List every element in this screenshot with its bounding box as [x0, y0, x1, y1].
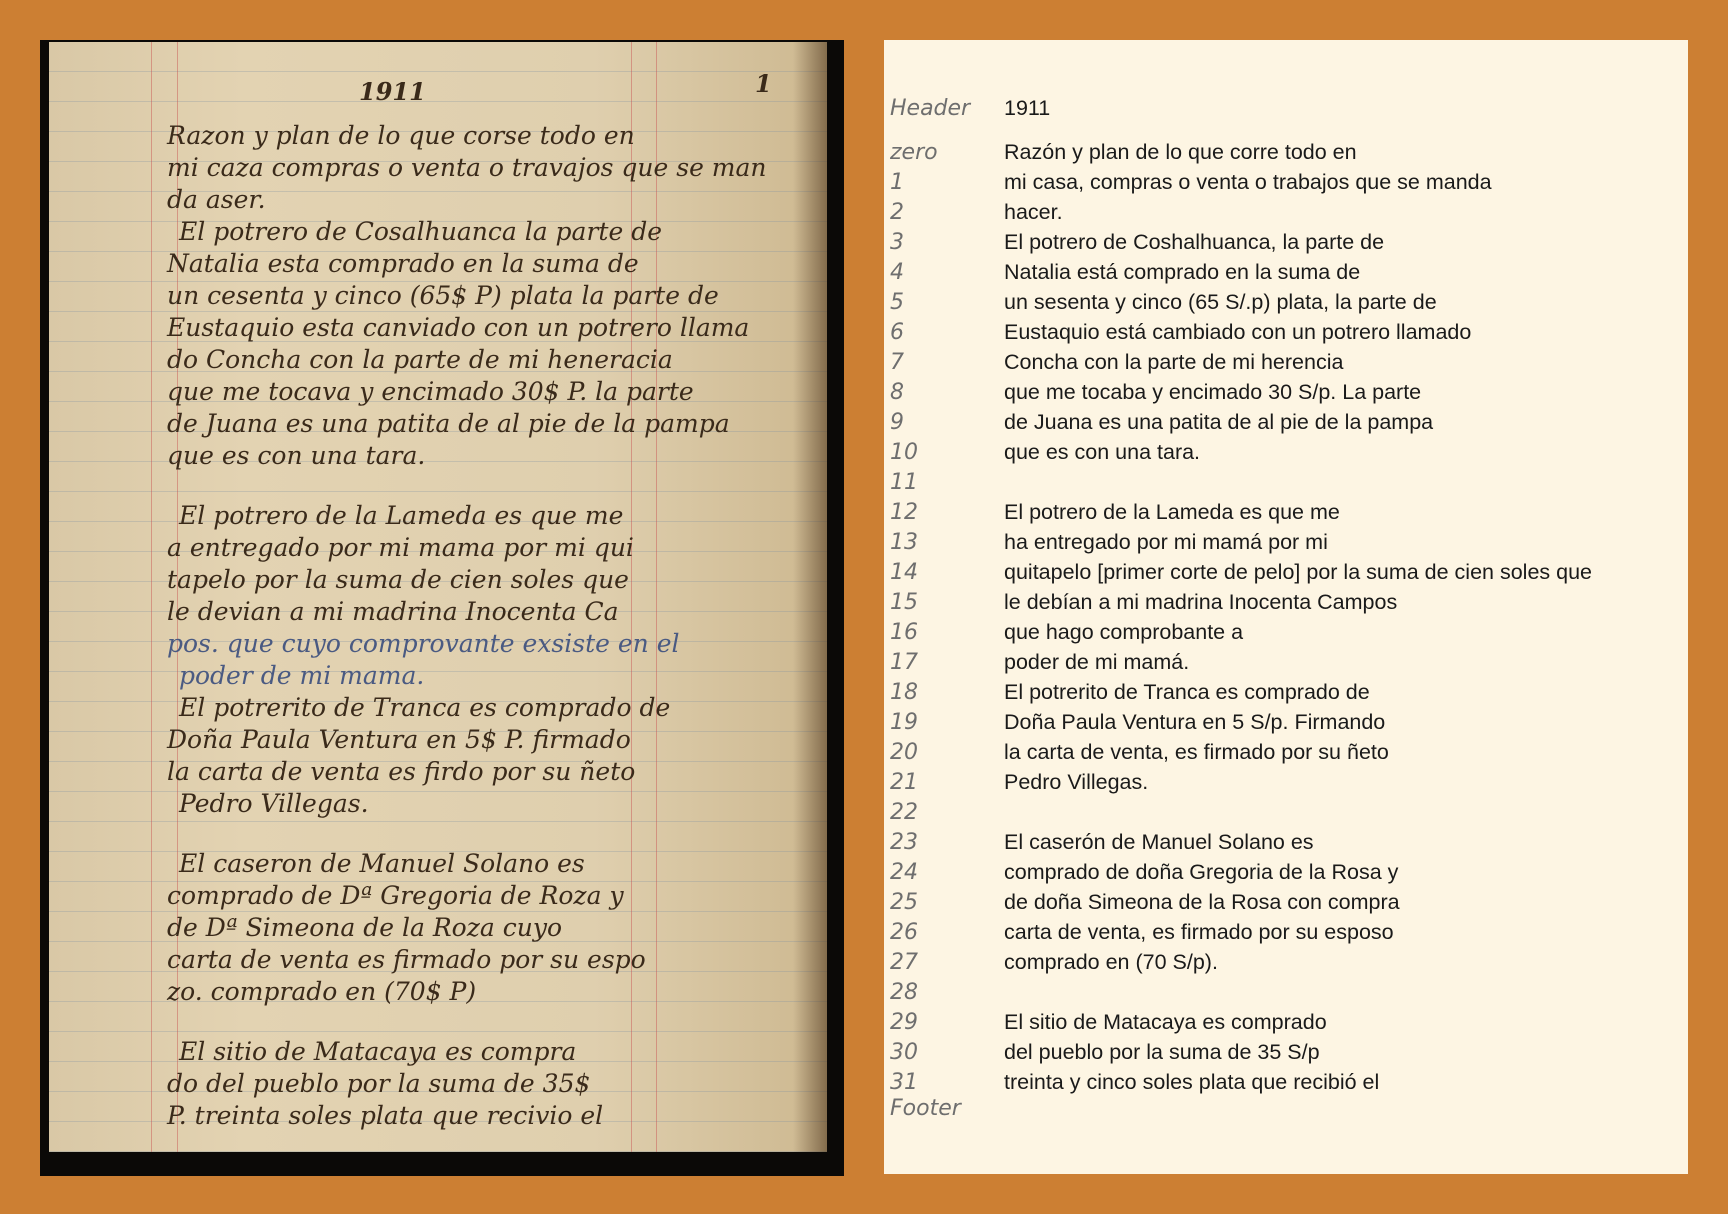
handwritten-line: poder de mi mama. — [179, 661, 425, 690]
transcript-line-text: 1911 — [1004, 96, 1051, 120]
transcript-row — [890, 290, 1437, 318]
line-number-label: 7 — [890, 350, 904, 375]
transcript-row — [890, 950, 1218, 978]
transcript-row — [890, 800, 1004, 828]
transcript-row — [890, 470, 1004, 498]
handwritten-line: que es con una tara. — [167, 441, 426, 470]
transcript-line-text: ha entregado por mi mamá por mi — [1004, 530, 1328, 554]
transcript-row — [890, 140, 1357, 168]
handwritten-line: de Juana es una patita de al pie de la pampa — [167, 409, 730, 438]
handwritten-line: El potrerito de Tranca es comprado de — [179, 693, 671, 722]
handwritten-line: tapelo por la suma de cien soles que — [167, 565, 629, 594]
transcript-row — [890, 560, 1592, 588]
transcript-row — [890, 410, 1433, 438]
transcript-line-text: El sitio de Matacaya es comprado — [1004, 1010, 1327, 1034]
transcript-line-text: treinta y cinco soles plata que recibió el — [1004, 1070, 1380, 1094]
ledger-page-image — [49, 42, 827, 1152]
handwritten-line: El sitio de Matacaya es compra — [179, 1037, 577, 1066]
transcript-line-text: El caserón de Manuel Solano es — [1004, 830, 1314, 854]
line-number-label: 9 — [890, 410, 904, 435]
transcript-row — [890, 890, 1400, 918]
line-number-label: 24 — [890, 860, 918, 885]
transcript-line-text: Eustaquio está cambiado con un potrero llamado — [1004, 320, 1472, 344]
handwritten-line: pos. que cuyo comprovante exsiste en el — [167, 629, 680, 658]
transcript-line-text: poder de mi mamá. — [1004, 650, 1190, 674]
transcript-line-text: del pueblo por la suma de 35 S/p — [1004, 1040, 1320, 1064]
transcript-row — [890, 860, 1398, 888]
transcript-line-text: El potrerito de Tranca es comprado de — [1004, 680, 1370, 704]
handwritten-line: 1911 — [359, 77, 426, 106]
line-number-label: Footer — [890, 1096, 961, 1121]
line-number-label: 3 — [890, 230, 904, 255]
handwritten-line: Doña Paula Ventura en 5$ P. firmado — [167, 725, 631, 754]
transcript-row — [890, 1096, 1004, 1124]
transcript-row — [890, 770, 1148, 798]
transcript-line-text: de Juana es una patita de al pie de la pampa — [1004, 410, 1434, 434]
transcript-line-text: Doña Paula Ventura en 5 S/p. Firmando — [1004, 710, 1386, 734]
line-number-label: 14 — [890, 560, 918, 585]
transcript-row — [890, 620, 1243, 648]
transcript-row — [890, 440, 1200, 468]
line-number-label: 20 — [890, 740, 918, 765]
line-number-label: 10 — [890, 440, 918, 465]
handwritten-line: El potrero de la Lameda es que me — [179, 501, 624, 530]
transcript-line-text: de doña Simeona de la Rosa con compra — [1004, 890, 1400, 914]
line-number-label: Header — [890, 96, 971, 121]
line-number-label: 12 — [890, 500, 918, 525]
line-number-label: 13 — [890, 530, 918, 555]
handwritten-line: que me tocava y encimado 30$ P. la parte — [167, 377, 694, 406]
transcript-row — [890, 680, 1370, 708]
transcript-line-text: carta de venta, es firmado por su esposo — [1004, 920, 1394, 944]
transcript-row — [890, 320, 1471, 348]
handwritten-line: le devian a mi madrina Inocenta Ca — [167, 597, 619, 626]
handwritten-line: Eustaquio esta canviado con un potrero llama — [167, 313, 750, 342]
line-number-label: 28 — [890, 980, 918, 1005]
line-number-label: 15 — [890, 590, 918, 615]
handwritten-line: Razon y plan de lo que corse todo en — [167, 121, 635, 150]
handwritten-line: da aser. — [167, 185, 266, 214]
transcript-row — [890, 170, 1492, 198]
transcript-row — [890, 500, 1340, 528]
handwritten-line: un cesenta y cinco (65$ P) plata la parte de — [167, 281, 719, 310]
transcript-line-text: mi casa, compras o venta o trabajos que se manda — [1004, 170, 1492, 194]
page-spine-shadow — [793, 42, 827, 1152]
line-number-label: 23 — [890, 830, 918, 855]
handwritten-line: P. treinta soles plata que recivio el — [167, 1101, 604, 1130]
line-number-label: 25 — [890, 890, 918, 915]
line-number-label: 27 — [890, 950, 918, 975]
handwritten-line: El potrero de Cosalhuanca la parte de — [179, 217, 662, 246]
transcript-row — [890, 740, 1389, 768]
transcript-line-text: comprado en (70 S/p). — [1004, 950, 1218, 974]
transcript-line-text: quitapelo [primer corte de pelo] por la suma de cien soles que — [1004, 560, 1593, 584]
line-number-label: 21 — [890, 770, 918, 795]
transcript-line-text: comprado de doña Gregoria de la Rosa y — [1004, 860, 1399, 884]
transcript-row — [890, 380, 1421, 408]
transcript-line-text: que es con una tara. — [1004, 440, 1201, 464]
line-number-label: 30 — [890, 1040, 918, 1065]
transcript-row — [890, 1040, 1320, 1068]
line-number-label: 29 — [890, 1010, 918, 1035]
handwritten-line: comprado de Dª Gregoria de Roza y — [167, 881, 624, 910]
transcript-line-text: Pedro Villegas. — [1004, 770, 1149, 794]
line-number-label: 26 — [890, 920, 918, 945]
transcript-row — [890, 650, 1189, 678]
transcript-line-text: un sesenta y cinco (65 S/.p) plata, la parte de — [1004, 290, 1437, 314]
transcript-row — [890, 96, 1050, 124]
handwritten-line: do Concha con la parte de mi heneracia — [167, 345, 673, 374]
transcript-line-text: Natalia está comprado en la suma de — [1004, 260, 1361, 284]
line-number-label: 11 — [890, 470, 918, 495]
transcript-line-text: que hago comprobante a — [1004, 620, 1244, 644]
transcript-line-text: El potrero de Coshalhuanca, la parte de — [1004, 230, 1385, 254]
line-number-label: 1 — [890, 170, 904, 195]
line-number-label: 2 — [890, 200, 904, 225]
transcript-row — [890, 980, 1004, 1008]
line-number-label: 8 — [890, 380, 904, 405]
transcript-row — [890, 260, 1360, 288]
handwritten-line: El caseron de Manuel Solano es — [179, 849, 585, 878]
line-number-label: 18 — [890, 680, 918, 705]
transcript-row — [890, 710, 1385, 738]
transcript-line-text: El potrero de la Lameda es que me — [1004, 500, 1340, 524]
transcript-row — [890, 590, 1397, 618]
transcript-row — [890, 1070, 1379, 1098]
transcript-row — [890, 1010, 1327, 1038]
transcript-row — [890, 830, 1314, 858]
scanned-ledger-frame — [40, 40, 844, 1176]
transcript-line-text: hacer. — [1004, 200, 1063, 224]
handwritten-text — [49, 42, 827, 1152]
transcript-line-text: le debían a mi madrina Inocenta Campos — [1004, 590, 1398, 614]
line-number-label: 6 — [890, 320, 904, 345]
line-number-label: zero — [890, 140, 938, 165]
handwritten-line: 1 — [755, 69, 772, 98]
line-number-label: 16 — [890, 620, 918, 645]
handwritten-line: a entregado por mi mama por mi qui — [167, 533, 634, 562]
transcript-row — [890, 530, 1328, 558]
transcript-line-text: Concha con la parte de mi herencia — [1004, 350, 1344, 374]
transcript-row — [890, 350, 1343, 378]
handwritten-line: carta de venta es firmado por su espo — [167, 945, 646, 974]
line-number-label: 31 — [890, 1070, 918, 1095]
handwritten-line: la carta de venta es firdo por su ñeto — [167, 757, 636, 786]
line-number-label: 5 — [890, 290, 904, 315]
line-number-label: 17 — [890, 650, 918, 675]
handwritten-line: de Dª Simeona de la Roza cuyo — [167, 913, 563, 942]
transcription-panel — [884, 40, 1688, 1174]
line-number-label: 4 — [890, 260, 904, 285]
handwritten-line: mi caza compras o venta o travajos que se man — [167, 153, 767, 182]
line-number-label: 22 — [890, 800, 918, 825]
handwritten-line: Natalia esta comprado en la suma de — [167, 249, 639, 278]
line-number-label: 19 — [890, 710, 918, 735]
handwritten-line: zo. comprado en (70$ P) — [167, 977, 477, 1006]
transcript-row — [890, 230, 1384, 258]
transcript-row — [890, 200, 1063, 228]
transcript-row — [890, 920, 1394, 948]
transcript-line-text: la carta de venta, es firmado por su ñeto — [1004, 740, 1389, 764]
handwritten-line: Pedro Villegas. — [179, 789, 369, 818]
handwritten-line: do del pueblo por la suma de 35$ — [167, 1069, 591, 1098]
transcript-line-text: Razón y plan de lo que corre todo en — [1004, 140, 1357, 164]
transcript-line-text: que me tocaba y encimado 30 S/p. La parte — [1004, 380, 1422, 404]
